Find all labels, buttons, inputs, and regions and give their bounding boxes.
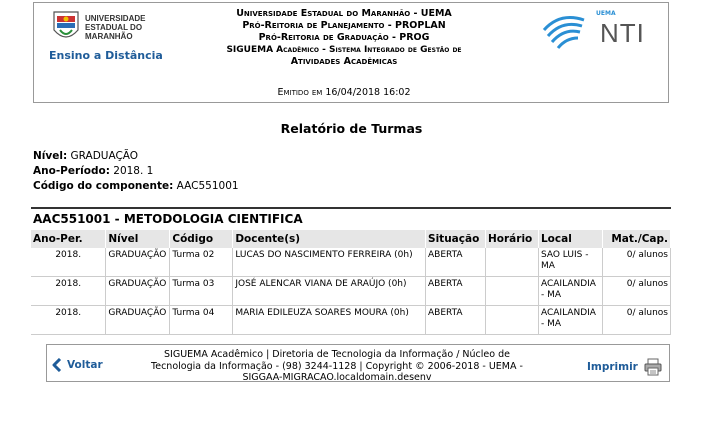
turmas-table bbox=[31, 230, 671, 335]
uema-logo bbox=[52, 8, 162, 44]
cell-mat-cap: 0/ alunos bbox=[602, 248, 670, 277]
cell-docente: MARIA EDILEUZA SOARES MOURA (0h) bbox=[233, 306, 426, 335]
footer-text: SIGUEMA Acadêmico | Diretoria de Tecnologia da Informação / Núcleo de Tecnologia da Informação - (98) 3244-1128 | Copyright © 2006-2018 - UEMA - SIGGAA-MIGRACAO.localdomain.desenv bbox=[151, 349, 523, 383]
cell-nivel: GRADUAÇÃO bbox=[106, 277, 170, 306]
info-nivel: Nível: GRADUAÇÃO bbox=[33, 150, 139, 162]
ead-label: Ensino a Distância bbox=[49, 49, 163, 62]
cell-nivel: GRADUAÇÃO bbox=[106, 248, 170, 277]
cell-docente: LUCAS DO NASCIMENTO FERREIRA (0h) bbox=[233, 248, 426, 277]
col-header: Nível bbox=[106, 230, 170, 248]
cell-horario bbox=[486, 306, 539, 335]
imprimir-button[interactable] bbox=[587, 358, 662, 376]
institution-line: Pró-Reitoria de Graduação - PROG bbox=[258, 32, 430, 43]
voltar-label: Voltar bbox=[67, 359, 103, 371]
component-title: AAC551001 - METODOLOGIA CIENTIFICA bbox=[31, 209, 671, 230]
col-header: Mat./Cap. bbox=[602, 230, 670, 248]
cell-ano: 2018. bbox=[31, 277, 106, 306]
uema-crest-icon bbox=[52, 10, 80, 44]
institution-line: Atividades Acadêmicas bbox=[290, 56, 398, 67]
cell-horario bbox=[486, 248, 539, 277]
report-title: Relatório de Turmas bbox=[280, 121, 423, 136]
table-row bbox=[31, 277, 671, 306]
col-header: Docente(s) bbox=[233, 230, 426, 248]
info-codigo: Código do componente: AAC551001 bbox=[33, 180, 239, 192]
table-row bbox=[31, 306, 671, 335]
report-header bbox=[33, 2, 669, 103]
report-footer bbox=[46, 344, 670, 382]
cell-situacao: ABERTA bbox=[426, 248, 486, 277]
cell-situacao: ABERTA bbox=[426, 306, 486, 335]
cell-local: ACAILANDIA - MA bbox=[538, 277, 602, 306]
chevron-left-icon bbox=[52, 358, 62, 372]
cell-nivel: GRADUAÇÃO bbox=[106, 306, 170, 335]
table-row bbox=[31, 248, 671, 277]
imprimir-label: Imprimir bbox=[587, 361, 638, 373]
voltar-button[interactable] bbox=[52, 358, 103, 372]
turmas-table-section bbox=[31, 207, 671, 335]
col-header: Situação bbox=[426, 230, 486, 248]
col-header: Código bbox=[170, 230, 233, 248]
institution-lines bbox=[189, 8, 499, 68]
cell-local: SAO LUIS - MA bbox=[538, 248, 602, 277]
table-header-row bbox=[31, 230, 671, 248]
cell-docente: JOSÉ ALENCAR VIANA DE ARAÚJO (0h) bbox=[233, 277, 426, 306]
nti-small-label: UEMA bbox=[596, 10, 616, 17]
col-header: Local bbox=[538, 230, 602, 248]
institution-line: Universidade Estadual do Maranhão - UEMA bbox=[236, 8, 452, 19]
printer-icon bbox=[644, 358, 662, 376]
nti-logo bbox=[540, 10, 650, 56]
cell-mat-cap: 0/ alunos bbox=[602, 277, 670, 306]
emission-date: Emitido em 16/04/2018 16:02 bbox=[277, 87, 411, 98]
cell-local: ACAILANDIA - MA bbox=[538, 306, 602, 335]
uema-logo-text: UNIVERSIDADE ESTADUAL DO MARANHÃO bbox=[85, 14, 146, 41]
cell-codigo: Turma 02 bbox=[170, 248, 233, 277]
cell-codigo: Turma 04 bbox=[170, 306, 233, 335]
cell-ano: 2018. bbox=[31, 248, 106, 277]
cell-mat-cap: 0/ alunos bbox=[602, 306, 670, 335]
nti-label: NTI bbox=[600, 18, 645, 48]
institution-line: Pró-Reitoria de Planejamento - PROPLAN bbox=[242, 20, 446, 31]
col-header: Ano-Per. bbox=[31, 230, 106, 248]
cell-ano: 2018. bbox=[31, 306, 106, 335]
cell-situacao: ABERTA bbox=[426, 277, 486, 306]
cell-codigo: Turma 03 bbox=[170, 277, 233, 306]
institution-line: SIGUEMA Acadêmico - Sistema Integrado de Gestão de bbox=[226, 45, 462, 55]
cell-horario bbox=[486, 277, 539, 306]
col-header: Horário bbox=[486, 230, 539, 248]
info-periodo: Ano-Período: 2018. 1 bbox=[33, 165, 154, 177]
